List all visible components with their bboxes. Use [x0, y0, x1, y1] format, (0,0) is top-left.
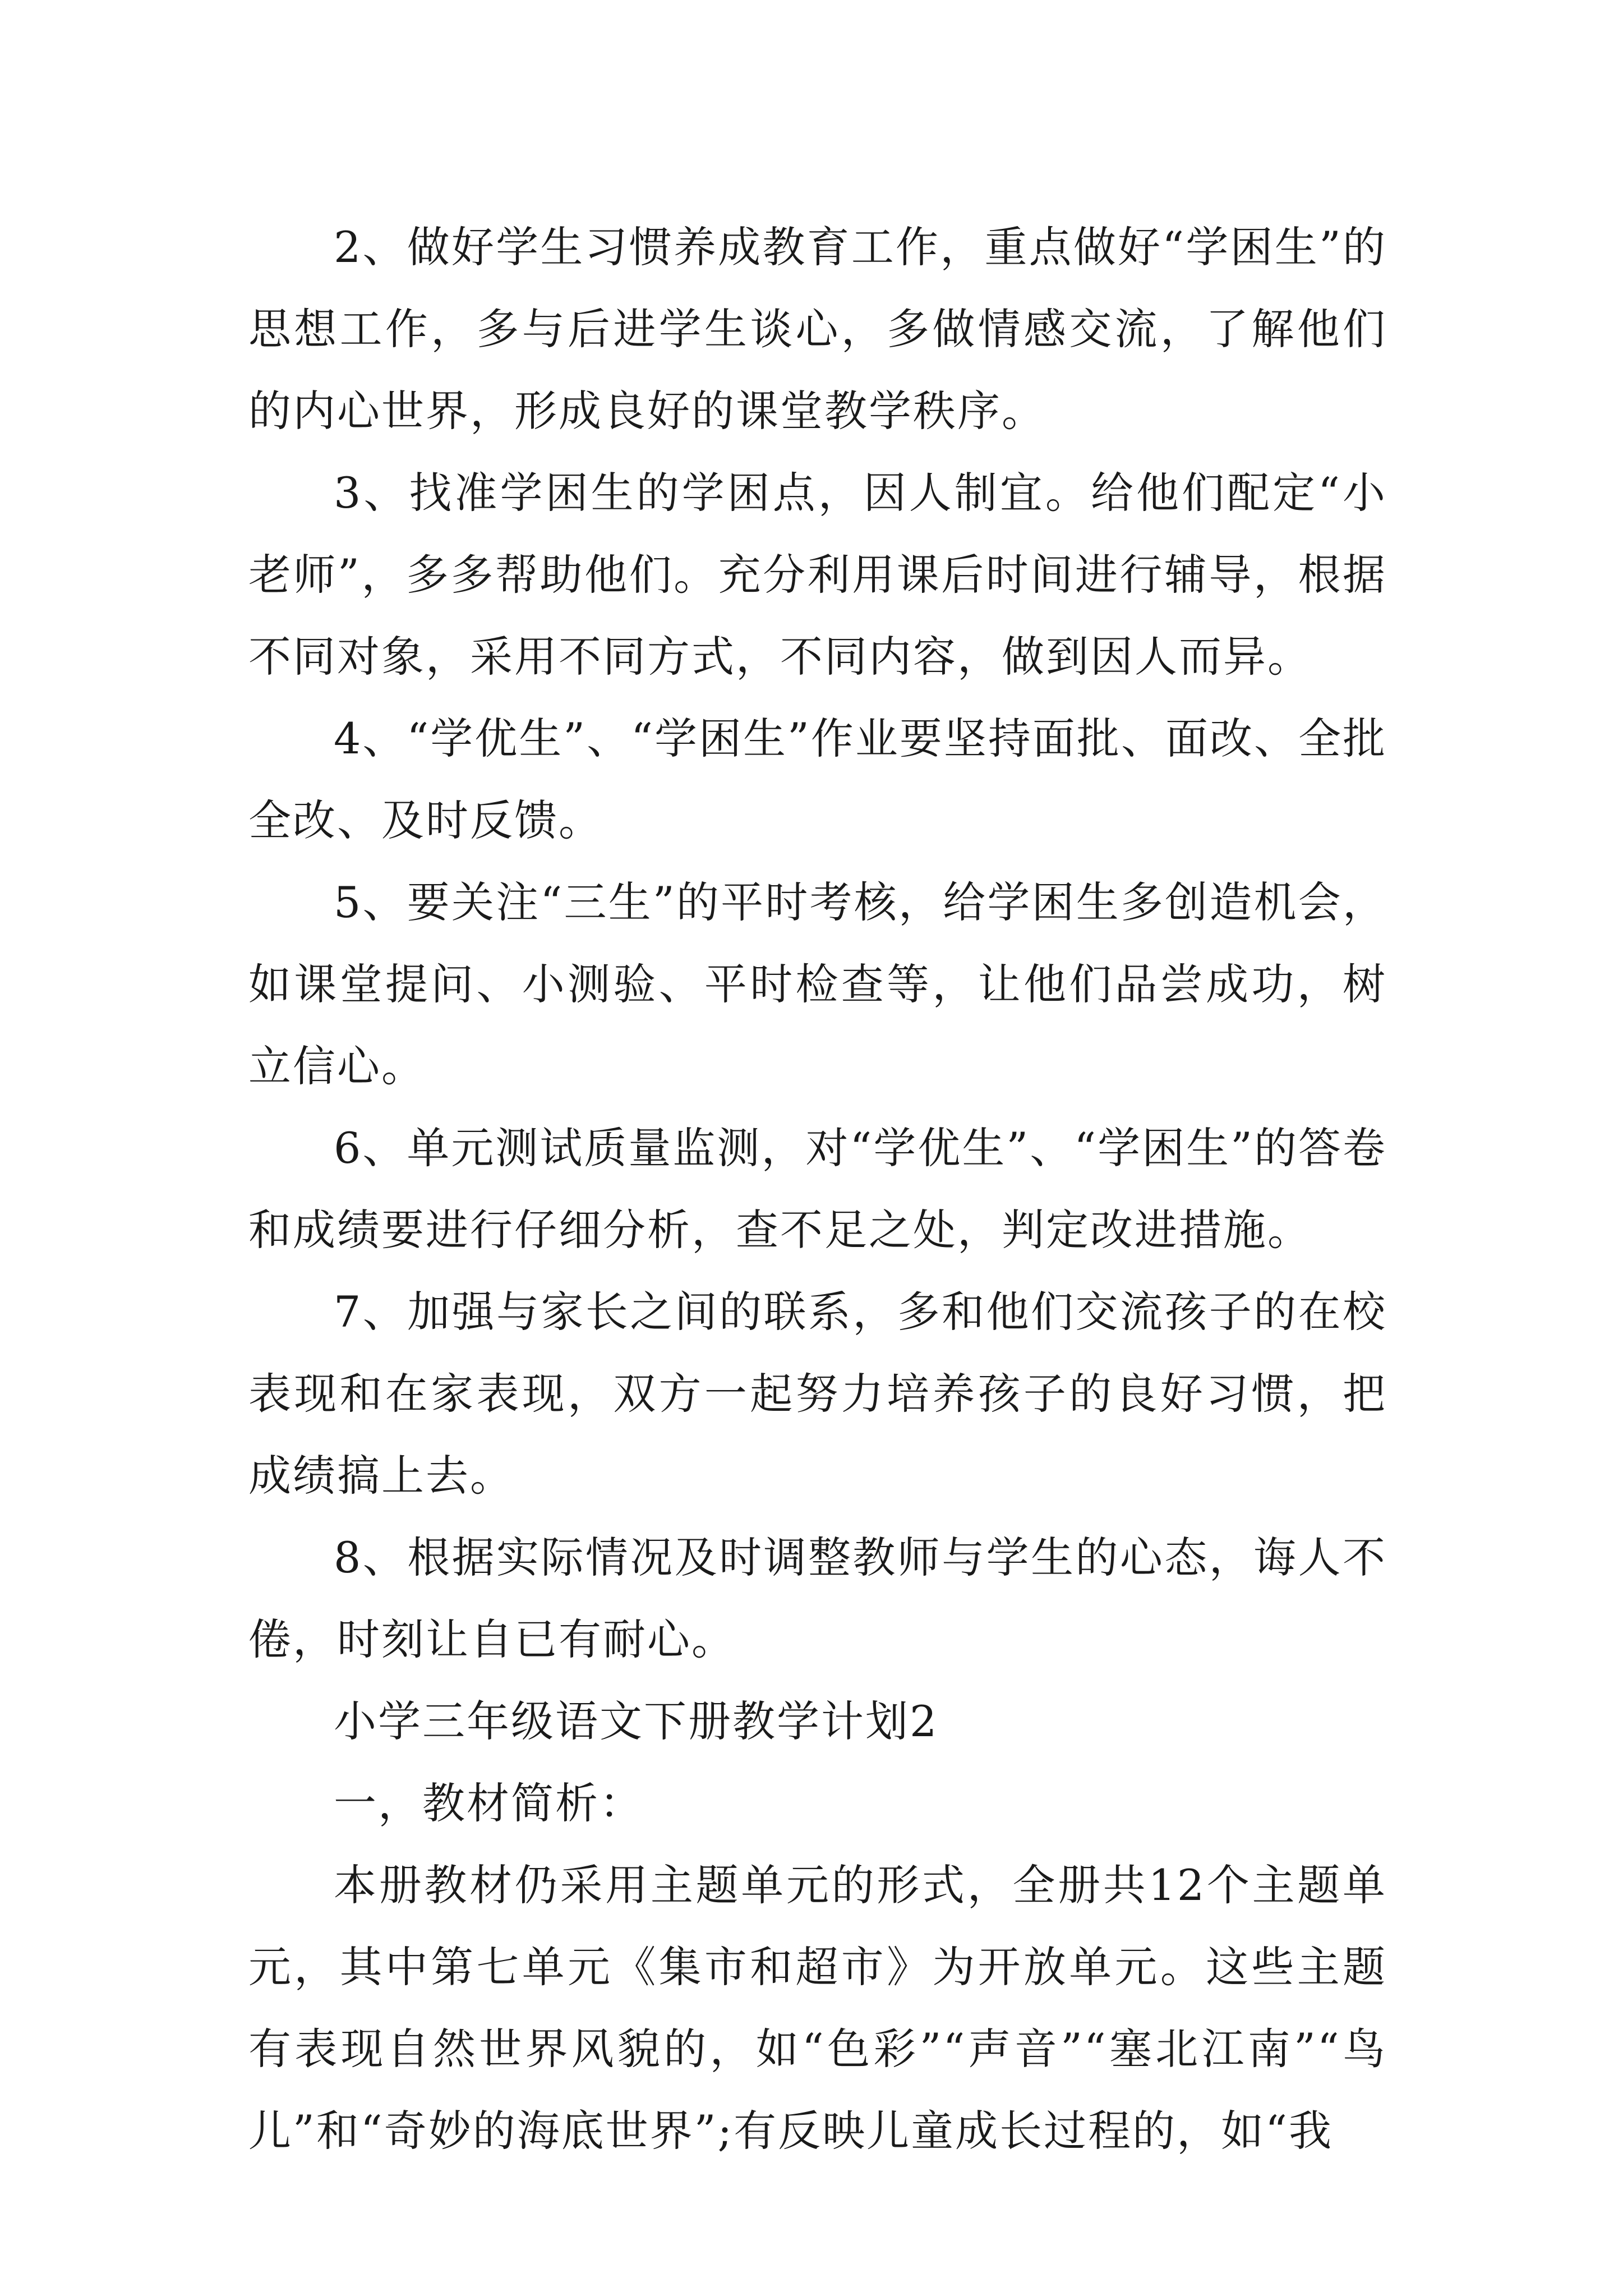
- paragraph-assessment: 5、要关注“三生”的平时考核，给学困生多创造机会，如课堂提问、小测验、平时检查等，让他们品尝成功，树立信心。: [248, 877, 1387, 1091]
- paragraph-homework-review: 4、“学优生”、“学困生”作业要坚持面批、面改、全批全改、及时反馈。: [248, 714, 1387, 845]
- paragraph-parent-contact: 7、加强与家长之间的联系，多和他们交流孩子的在校表现和在家表现，双方一起努力培养孩子的良好习惯，把成绩搞上去。: [248, 1287, 1387, 1501]
- paragraph-attitude: 8、根据实际情况及时调整教师与学生的心态，诲人不倦，时刻让自已有耐心。: [248, 1533, 1387, 1664]
- paragraph-habit-education: 2、做好学生习惯养成教育工作，重点做好“学困生”的思想工作，多与后进学生谈心，多做情感交流，了解他们的内心世界，形成良好的课堂教学秩序。: [248, 222, 1387, 436]
- paragraph-unit-testing: 6、单元测试质量监测，对“学优生”、“学困生”的答卷和成绩要进行仔细分析，查不足之处，判定改进措施。: [248, 1123, 1387, 1255]
- document-body: [248, 206, 1387, 2172]
- section-heading: 一，教材简析：: [334, 1778, 644, 1828]
- paragraph-textbook-analysis: 本册教材仍采用主题单元的形式，全册共12个主题单元，其中第七单元《集市和超市》为开放单元。这些主题有表现自然世界风貌的，如“色彩”“声音”“塞北江南”“鸟儿”和“奇妙的海底世界”;有反映儿童成长过程的，如“我: [248, 1860, 1387, 2156]
- paragraph-learning-difficulty: 3、找准学困生的学困点，因人制宜。给他们配定“小老师”，多多帮助他们。充分利用课后时间进行辅导，根据不同对象，采用不同方式，不同内容，做到因人而异。: [248, 468, 1387, 682]
- section-title: 小学三年级语文下册教学计划2: [334, 1696, 939, 1746]
